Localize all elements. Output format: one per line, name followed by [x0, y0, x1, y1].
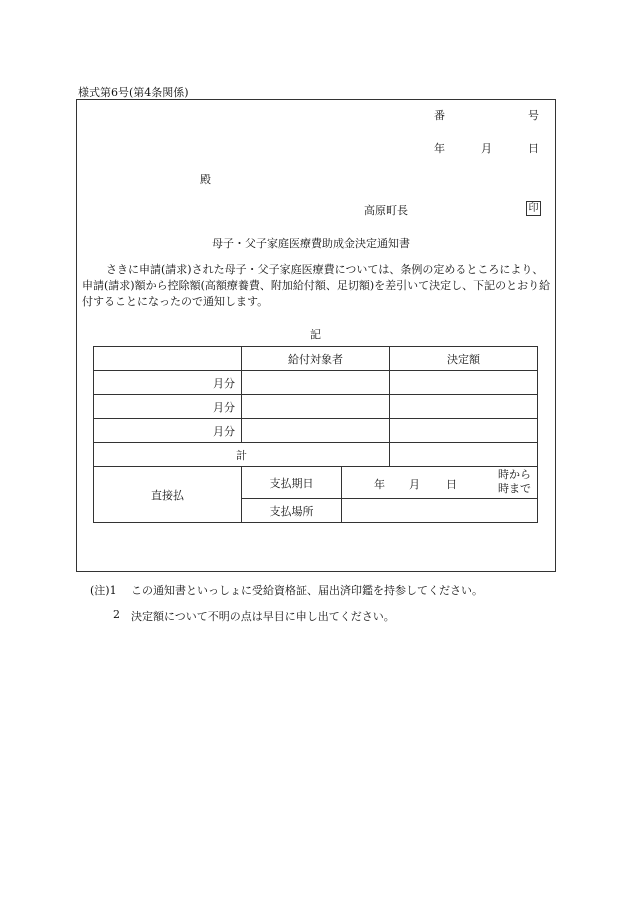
addressee-suffix: 殿	[200, 173, 211, 186]
recipient-cell	[242, 395, 390, 419]
date-month: 月	[481, 142, 492, 155]
pay-date-day: 日	[446, 478, 457, 491]
ki-label: 記	[310, 328, 321, 341]
issuer-name: 高原町長	[364, 204, 408, 217]
number-suffix: 号	[528, 109, 539, 122]
notice-body: さきに申請(請求)された母子・父子家庭医療費については、条例の定めるところにより、申請(請求)額から控除額(高額療養費、附加給付額、足切額)を差引いて決定し、下記のとおり給付することになったので通知します。	[82, 263, 551, 308]
amount-cell	[390, 371, 538, 395]
document-title: 母子・父子家庭医療費助成金決定通知書	[212, 237, 410, 250]
seal-mark: 印	[526, 201, 541, 216]
direct-pay-label: 直接払	[94, 467, 242, 523]
header-blank	[94, 347, 242, 371]
time-to: 時まで	[498, 482, 531, 495]
header-recipient: 給付対象者	[242, 347, 390, 371]
amount-cell	[390, 419, 538, 443]
time-from: 時から	[498, 468, 531, 481]
total-label: 計	[94, 443, 390, 467]
month-row-2: 月分	[94, 395, 242, 419]
recipient-cell	[242, 419, 390, 443]
pay-date-value	[342, 467, 538, 499]
header-amount: 決定額	[390, 347, 538, 371]
note-1-text: この通知書といっしょに受給資格証、届出済印鑑を持参してください。	[131, 584, 483, 597]
date-day: 日	[528, 142, 539, 155]
month-row-3: 月分	[94, 419, 242, 443]
amount-cell	[390, 395, 538, 419]
pay-place-value	[342, 499, 538, 523]
benefit-table	[93, 346, 538, 523]
note-2-marker: 2	[113, 608, 120, 621]
month-row-1: 月分	[94, 371, 242, 395]
date-year: 年	[434, 142, 445, 155]
total-amount-cell	[390, 443, 538, 467]
pay-place-label: 支払場所	[242, 499, 342, 523]
note-2-text: 決定額について不明の点は早目に申し出てください。	[131, 610, 395, 623]
pay-date-label: 支払期日	[242, 467, 342, 499]
number-label: 番	[434, 109, 445, 122]
pay-date-year: 年	[374, 478, 385, 491]
pay-date-month: 月	[409, 478, 420, 491]
note-1-marker: (注)1	[90, 584, 117, 597]
recipient-cell	[242, 371, 390, 395]
form-number: 様式第6号(第4条関係)	[78, 86, 189, 99]
pay-time	[498, 468, 531, 496]
